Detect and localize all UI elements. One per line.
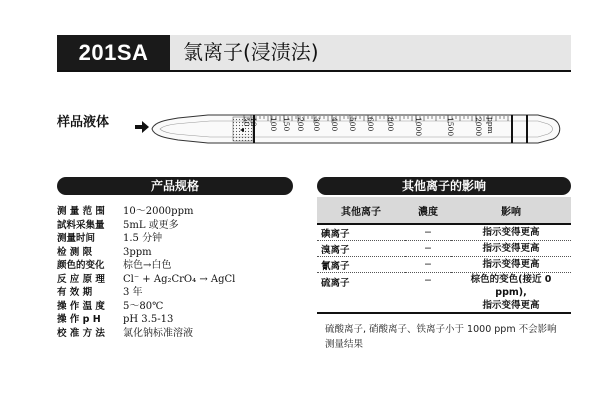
scale-label: 1500 <box>446 117 455 137</box>
cell-effect <box>451 273 571 314</box>
interference-note <box>325 322 575 352</box>
spec-value: 10～2000ppm <box>123 206 194 217</box>
spec-row <box>57 205 307 219</box>
spec-value: 3ppm <box>123 246 152 258</box>
spec-label: 测 量 范 围 <box>57 206 105 217</box>
spec-row <box>57 246 307 260</box>
scale-label: 200 <box>296 117 305 132</box>
cell-ion: 碘离子 <box>317 224 405 241</box>
spec-value: pH 3.5-13 <box>123 314 174 325</box>
spec-value: 5mL 或更多 <box>123 219 179 231</box>
cell-effect-line1: 棕色的变色(接近 0 ppm), <box>470 274 552 298</box>
col-header-conc: 濃度 <box>405 197 451 224</box>
cell-effect: 指示变得更高 <box>451 257 571 273</box>
spec-value: 5～80℃ <box>123 300 164 312</box>
table-row <box>317 257 571 273</box>
note-line-1: 硫酸离子, 硝酸离子、铁离子小于 1000 ppm 不会影响 <box>325 324 557 335</box>
spec-value: 3 年 <box>123 287 143 298</box>
product-code: 201SA <box>57 35 170 70</box>
note-line-2: 测量结果 <box>325 339 364 350</box>
scale-label: 50 <box>242 117 251 127</box>
cell-effect: 指示变得更高 <box>451 224 571 241</box>
spec-row <box>57 286 307 300</box>
spec-row <box>57 259 307 273</box>
arrow-right-icon <box>135 121 149 133</box>
page-title: 氯离子(浸渍法) <box>183 40 319 64</box>
col-header-effect: 影响 <box>451 197 571 224</box>
cell-conc: − <box>405 257 451 273</box>
scale-label: 1000 <box>414 117 423 137</box>
cell-effect: 指示变得更高 <box>451 241 571 257</box>
scale-label: 100 <box>269 117 278 132</box>
spec-value: 棕色→白色 <box>123 260 172 271</box>
table-row <box>317 224 571 241</box>
spec-label: 操 作 温 度 <box>57 300 105 312</box>
spec-value: 氯化钠标准溶液 <box>123 327 193 339</box>
spec-row <box>57 273 307 287</box>
header-divider <box>57 70 571 72</box>
specs-list <box>57 205 307 340</box>
scale-label: 800 <box>386 117 395 132</box>
table-row <box>317 273 571 314</box>
scale-label: 2000 <box>474 117 483 137</box>
detector-tube <box>148 103 566 155</box>
specs-heading: 产品规格 <box>57 177 293 195</box>
spec-row <box>57 327 307 341</box>
spec-row <box>57 219 307 233</box>
spec-row <box>57 232 307 246</box>
cell-conc: − <box>405 273 451 314</box>
scale-label: 300 <box>312 117 321 132</box>
cell-ion: 硫离子 <box>317 273 405 314</box>
cell-conc: − <box>405 241 451 257</box>
scale-label: 150 <box>282 117 291 132</box>
spec-value: 1.5 分钟 <box>123 233 163 244</box>
scale-label: 400 <box>330 117 339 132</box>
cell-ion: 氰离子 <box>317 257 405 273</box>
spec-label: 测量时间 <box>57 233 96 244</box>
spec-label: 反 应 原 理 <box>57 273 105 285</box>
cell-effect-line2: 指示变得更高 <box>482 300 540 311</box>
spec-label: 检 测 限 <box>57 246 93 258</box>
spec-label: 試料采集量 <box>57 219 105 231</box>
scale-label: 600 <box>366 117 375 132</box>
spec-row <box>57 313 307 327</box>
sample-label: 样品液体 <box>57 115 110 130</box>
table-row <box>317 241 571 257</box>
scale-label: 10 <box>249 117 258 127</box>
cell-conc: − <box>405 224 451 241</box>
spec-label: 颜色的变化 <box>57 260 105 271</box>
interference-table <box>317 197 571 314</box>
spec-row <box>57 300 307 314</box>
col-header-ion: 其他离子 <box>317 197 405 224</box>
scale-unit-label: ppm <box>486 117 495 134</box>
spec-label: 校 准 方 法 <box>57 327 105 339</box>
interference-heading: 其他离子的影响 <box>317 177 571 195</box>
scale-label: 500 <box>348 117 357 132</box>
spec-label: 操 作 p H <box>57 314 101 325</box>
spec-value: Cl⁻ + Ag₂CrO₄ → AgCl <box>123 273 236 285</box>
spec-label: 有 效 期 <box>57 287 93 298</box>
table-header-row <box>317 197 571 224</box>
cell-ion: 溴离子 <box>317 241 405 257</box>
